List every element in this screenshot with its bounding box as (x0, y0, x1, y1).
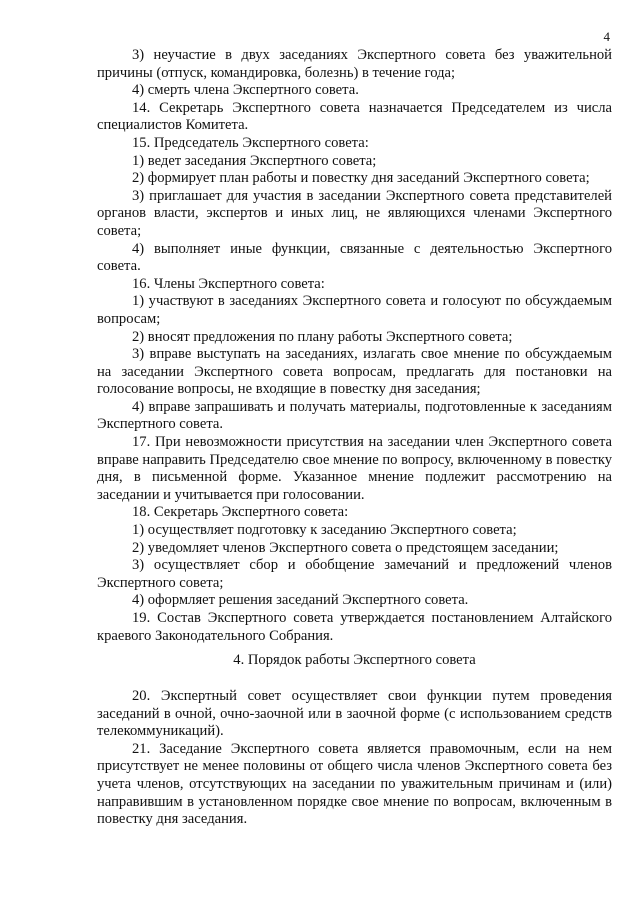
paragraph: 4) выполняет иные функции, связанные с деятельностью Экспертного совета. (97, 240, 612, 275)
paragraph: 2) формирует план работы и повестку дня заседаний Экспертного совета; (132, 170, 590, 187)
paragraph: 20. Экспертный совет осуществляет свои функции путем проведения заседаний в очной, очно-заочной или в заочной форме (с использованием средств телекоммуникаций). (97, 688, 612, 740)
paragraph: 2) вносят предложения по плану работы Экспертного совета; (132, 328, 513, 345)
paragraph: 19. Состав Экспертного совета утверждается постановлением Алтайского краевого Законодательного Собрания. (97, 610, 612, 644)
paragraph: 17. При невозможности присутствия на заседании член Экспертного совета вправе направить Председателю свое мнение по вопросу, включенному в повестку дня, в письменной форме. Указанное мнение подлежит рассмотрению на заседании и учитывается при голосовании. (97, 434, 612, 503)
paragraph: 15. Председатель Экспертного совета: (132, 134, 369, 151)
paragraph: 3) неучастие в двух заседаниях Экспертного совета без уважительной причины (отпуск, командировка, болезнь) в течение года; (97, 47, 612, 81)
paragraph: 3) приглашает для участия в заседании Экспертного совета представителей органов власти, экспертов и иных лиц, не являющихся членами Экспертного совета; (97, 187, 612, 239)
paragraph: 3) осуществляет сбор и обобщение замечаний и предложений членов Экспертного совета; (97, 557, 612, 591)
document-body (97, 47, 612, 645)
section-body (97, 688, 612, 829)
paragraph: 4) вправе запрашивать и получать материалы, подготовленные к заседаниям Экспертного совета. (97, 398, 612, 433)
paragraph: 18. Секретарь Экспертного совета: (132, 504, 349, 521)
paragraph: 3) вправе выступать на заседаниях, излагать свое мнение по обсуждаемым на заседании Экспертного совета вопросам, предлагать для постановки на голосование вопросы, не входящие в повестку дня заседания; (97, 346, 612, 398)
paragraph: 4) смерть члена Экспертного совета. (132, 82, 359, 99)
paragraph: 21. Заседание Экспертного совета является правомочным, если на нем присутствует не менее половины от общего числа членов Экспертного совета без учета членов, отсутствующих на заседании по уважительным причинам и (или) направившим в установленном порядке свое мнение по вопросам, включенным в повестку дня заседания. (97, 740, 612, 828)
paragraph: 14. Секретарь Экспертного совета назначается Председателем из числа специалистов Комитета. (97, 99, 612, 134)
paragraph: 2) уведомляет членов Экспертного совета о предстоящем заседании; (132, 539, 559, 556)
paragraph: 1) осуществляет подготовку к заседанию Экспертного совета; (132, 522, 517, 539)
paragraph: 4) оформляет решения заседаний Экспертного совета. (132, 592, 469, 609)
section-heading: 4. Порядок работы Экспертного совета (233, 652, 476, 668)
paragraph: 16. Члены Экспертного совета: (132, 275, 325, 292)
paragraph: 1) участвуют в заседаниях Экспертного совета и голосуют по обсуждаемым вопросам; (97, 293, 612, 327)
paragraph: 1) ведет заседания Экспертного совета; (132, 152, 377, 169)
page-number: 4 (603, 29, 610, 44)
